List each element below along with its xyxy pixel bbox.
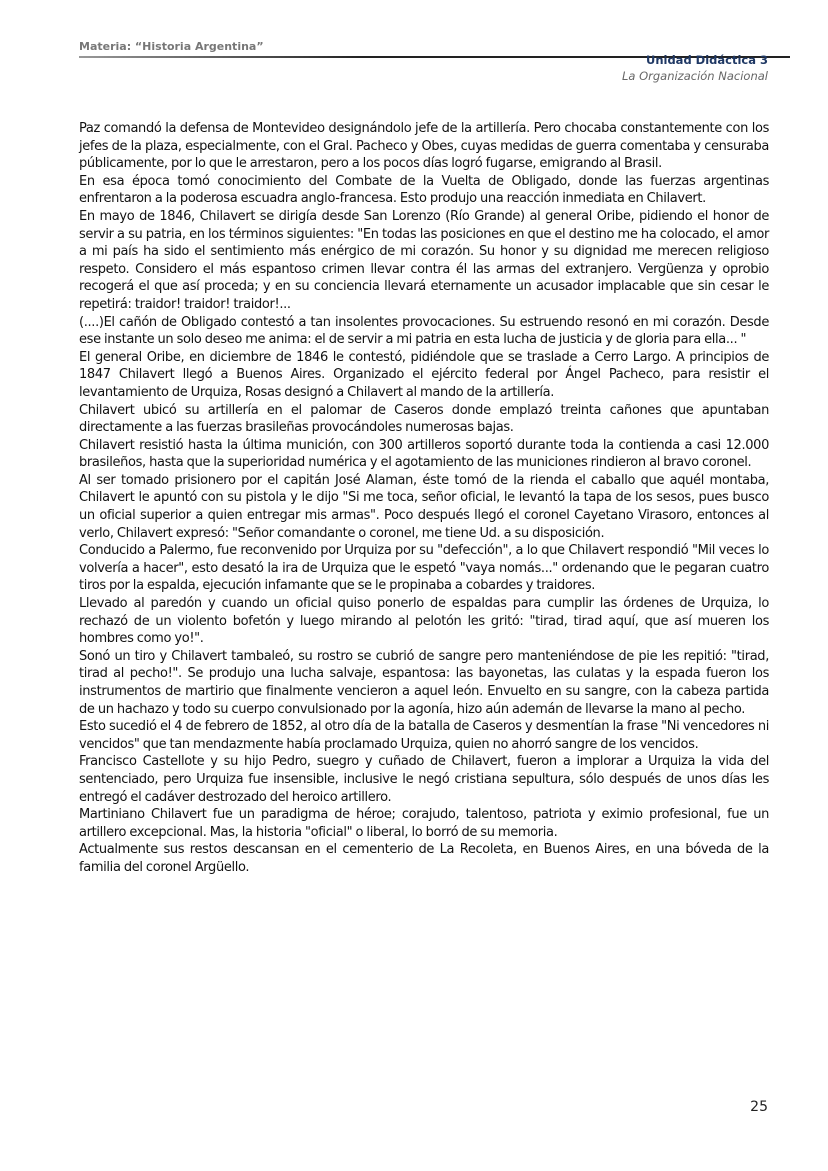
paragraph: Sonó un tiro y Chilavert tambaleó, su rostro se cubrió de sangre pero manteniéndose de pie les repitió: "tirad, tirad al pecho!". Se produjo una lucha salvaje, espantosa: las bayonetas, las culatas y la espada fueron los instrumentos de martirio que finalmente vencieron a aquel león. Envuelto en su sangre, con la cabeza partida de un hachazo y todo su cuerpo convulsionado por la agonía, hizo aún ademán de llevarse la mano al pecho.	[79, 648, 769, 717]
paragraph: Chilavert resistió hasta la última munición, con 300 artilleros soportó durante toda la contienda a casi 12.000 brasileños, hasta que la superioridad numérica y el agotamiento de las municiones rindieron al bravo coronel.	[79, 437, 769, 471]
paragraph: (....)El cañón de Obligado contestó a tan insolentes provocaciones. Su estruendo resonó en mi corazón. Desde ese instante un solo deseo me anima: el de servir a mi patria en esta lucha de justicia y de gloria para ella... "	[79, 314, 769, 348]
subject-header: Materia: “Historia Argentina”	[79, 40, 264, 53]
document-body	[79, 120, 769, 877]
paragraph: El general Oribe, en diciembre de 1846 le contestó, pidiéndole que se traslade a Cerro Largo. A principios de 1847 Chilavert llegó a Buenos Aires. Organizado el ejército federal por Ángel Pacheco, para resistir el levantamiento de Urquiza, Rosas designó a Chilavert al mando de la artillería.	[79, 349, 769, 400]
paragraph: Conducido a Palermo, fue reconvenido por Urquiza por su "defección", a lo que Chilavert respondió "Mil veces lo volvería a hacer", esto desató la ira de Urquiza que le espetó "vaya nomás..." ordenando que le pegaran cuatro tiros por la espalda, ejecución infamante que se le propinaba a cobardes y traidores.	[79, 543, 769, 594]
paragraph: En esa época tomó conocimiento del Combate de la Vuelta de Obligado, donde las fuerzas argentinas enfrentaron a la poderosa escuadra anglo-francesa. Esto produjo una reacción inmediata en Chilavert.	[79, 173, 769, 207]
paragraph: Actualmente sus restos descansan en el cementerio de La Recoleta, en Buenos Aires, en una bóveda de la familia del coronel Argüello.	[79, 842, 769, 875]
paragraph: En mayo de 1846, Chilavert se dirigía desde San Lorenzo (Río Grande) al general Oribe, pidiendo el honor de servir a su patria, en los términos siguientes: "En todas las posiciones en que el destino me ha colocado, el amor a mi país ha sido el sentimiento más enérgico de mi corazón. Su honor y su dignidad me merecen religioso respeto. Considero el más espantoso crimen llevar contra él las armas del extranjero. Vergüenza y oprobio recogerá el que así proceda; y en su conciencia llevará eternamente un acusador implacable que sin cesar le repetirá: traidor! traidor! traidor!...	[79, 208, 769, 312]
paragraph: Paz comandó la defensa de Montevideo designándolo jefe de la artillería. Pero chocaba constantemente con los jefes de la plaza, especialmente, con el Gral. Pacheco y Obes, cuyas medidas de guerra comentaba y censuraba públicamente, por lo que le arrestaron, pero a los pocos días logró fugarse, emigrando al Brasil.	[79, 121, 769, 172]
paragraph: Martiniano Chilavert fue un paradigma de héroe; corajudo, talentoso, patriota y eximio profesional, fue un artillero excepcional. Mas, la historia "oficial" o liberal, lo borró de su memoria.	[79, 807, 769, 840]
paragraph: Llevado al paredón y cuando un oficial quiso ponerlo de espaldas para cumplir las órdenes de Urquiza, lo rechazó de un violento bofetón y luego mirando al pelotón les gritó: "tirad, tirad aquí, que así mueren los hombres como yo!".	[79, 596, 769, 647]
paragraph: Al ser tomado prisionero por el capitán José Alaman, éste tomó de la rienda el caballo que aquél montaba, Chilavert le apuntó con su pistola y le dijo "Si me toca, señor oficial, le levantó la tapa de los sesos, pues busco un oficial superior a quien entregar mis armas". Poco después llegó el coronel Cayetano Virasoro, entonces al verlo, Chilavert expresó: "Señor comandante o coronel, me tiene Ud. a su disposición.	[79, 472, 769, 541]
paragraph: Esto sucedió el 4 de febrero de 1852, al otro día de la batalla de Caseros y desmentían la frase "Ni vencedores ni vencidos" que tan mendazmente había proclamado Urquiza, quien no ahorró sangre de los vencidos.	[79, 719, 769, 752]
unit-title: Unidad Didáctica 3	[645, 53, 768, 67]
paragraph: Chilavert ubicó su artillería en el palomar de Caseros donde emplazó treinta cañones que apuntaban directamente a las fuerzas brasileñas provocándoles numerosas bajas.	[79, 402, 769, 436]
paragraph: Francisco Castellote y su hijo Pedro, suegro y cuñado de Chilavert, fueron a implorar a Urquiza la vida del sentenciado, pero Urquiza fue insensible, inclusive le negó cristiana sepultura, sólo después de unos días les entregó el cadáver destrozado del heroico artillero.	[79, 754, 769, 805]
page-number: 25	[750, 1099, 768, 1115]
unit-subtitle: La Organización Nacional	[621, 69, 768, 83]
